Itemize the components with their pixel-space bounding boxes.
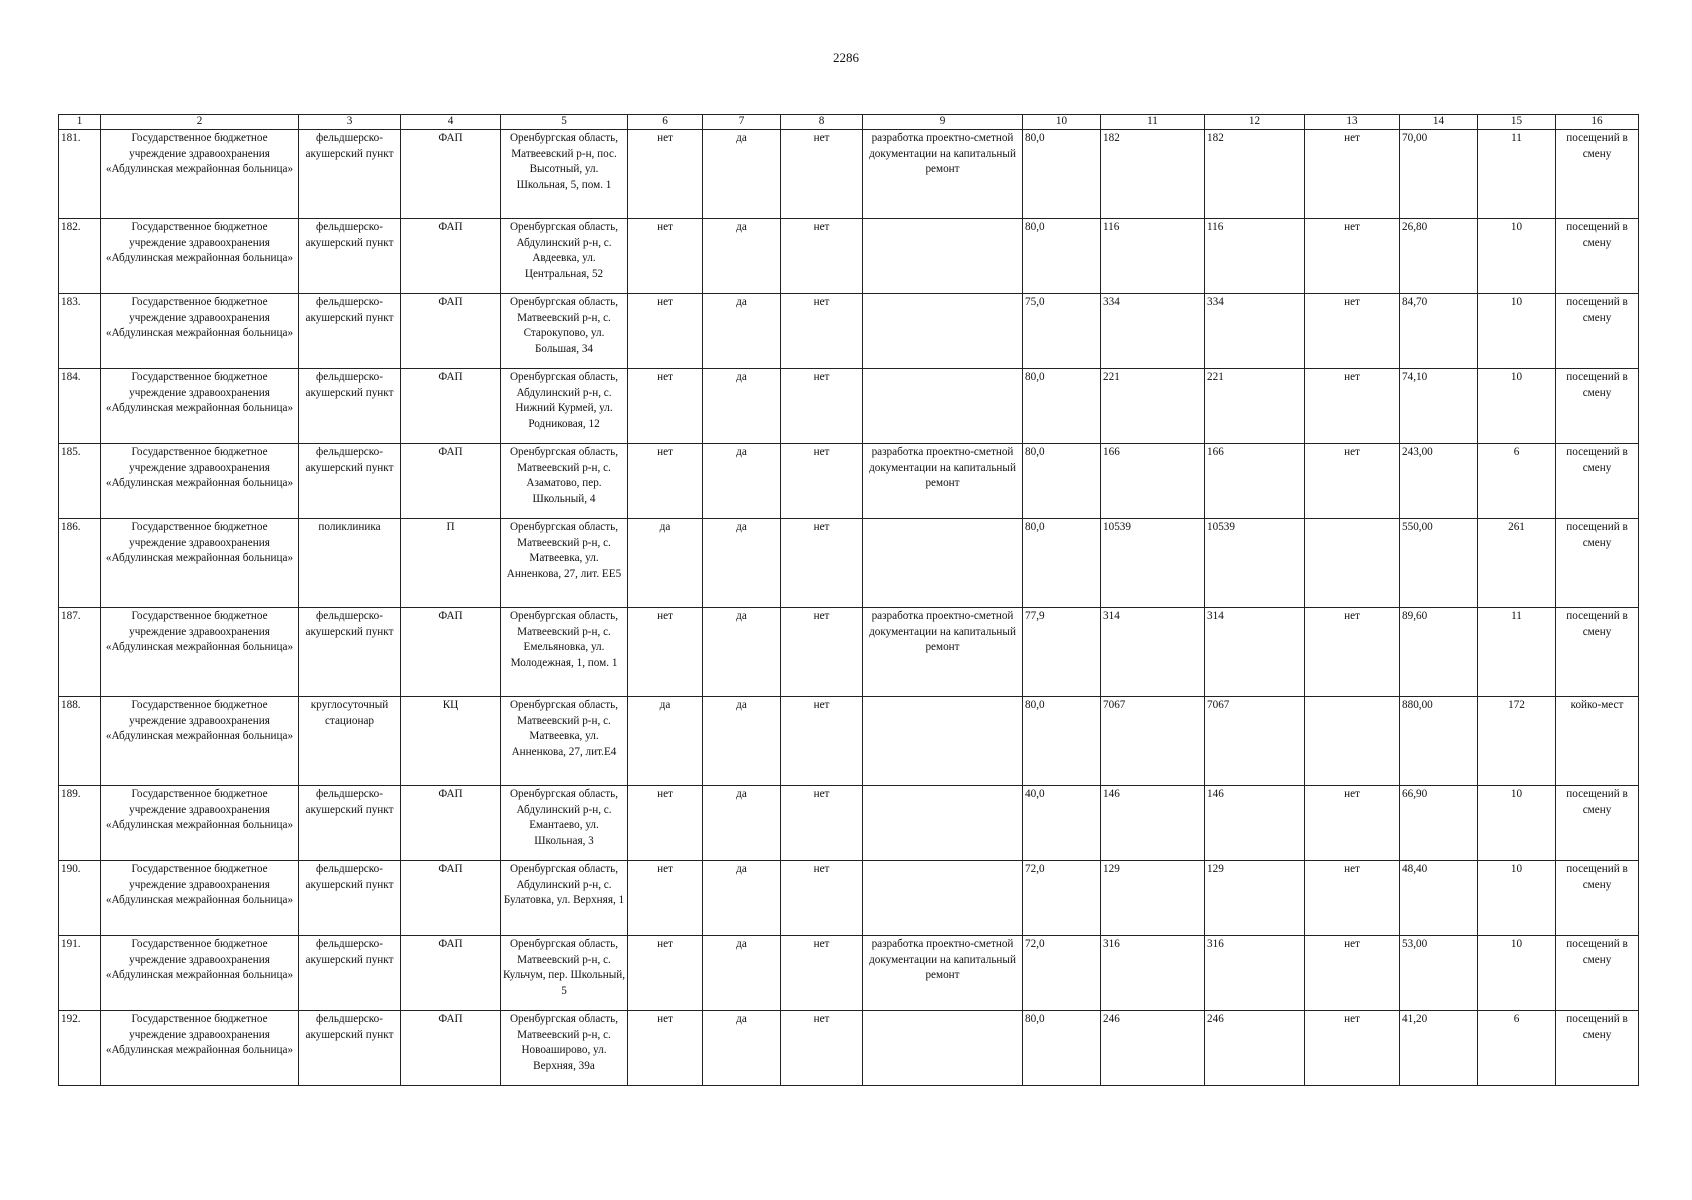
planned-works-cell (863, 519, 1023, 608)
col10-cell: 80,0 (1023, 697, 1101, 786)
col6-cell: нет (628, 369, 703, 444)
col14-cell: 53,00 (1400, 936, 1478, 1011)
capacity-unit-cell: посещений в смену (1556, 519, 1639, 608)
col8-cell: нет (781, 1011, 863, 1086)
row-number-cell: 189. (59, 786, 101, 861)
table-row (59, 444, 1639, 519)
facility-type-cell: фельдшерско-акушерский пункт (299, 786, 401, 861)
organization-cell: Государственное бюджетное учреждение здравоохранения «Абдулинская межрайонная больница» (101, 786, 299, 861)
row-number-cell: 184. (59, 369, 101, 444)
facility-abbr-cell: ФАП (401, 861, 501, 936)
row-number-cell: 181. (59, 130, 101, 219)
col6-cell: нет (628, 219, 703, 294)
col6-cell: нет (628, 294, 703, 369)
column-header: 6 (628, 115, 703, 130)
column-header: 12 (1205, 115, 1305, 130)
table-row (59, 786, 1639, 861)
facility-type-cell: фельдшерско-акушерский пункт (299, 608, 401, 697)
facility-type-cell: круглосуточный стационар (299, 697, 401, 786)
column-header: 8 (781, 115, 863, 130)
col13-cell: нет (1305, 294, 1400, 369)
col15-cell: 261 (1478, 519, 1556, 608)
col8-cell: нет (781, 444, 863, 519)
address-cell: Оренбургская область, Матвеевский р-н, с. Матвеевка, ул. Анненкова, 27, лит.Е4 (501, 697, 628, 786)
col7-cell: да (703, 697, 781, 786)
col8-cell: нет (781, 608, 863, 697)
capacity-unit-cell: посещений в смену (1556, 936, 1639, 1011)
organization-cell: Государственное бюджетное учреждение здравоохранения «Абдулинская межрайонная больница» (101, 608, 299, 697)
col14-cell: 84,70 (1400, 294, 1478, 369)
col13-cell: нет (1305, 936, 1400, 1011)
address-cell: Оренбургская область, Матвеевский р-н, с. Новоаширово, ул. Верхняя, 39а (501, 1011, 628, 1086)
facility-type-cell: фельдшерско-акушерский пункт (299, 861, 401, 936)
facility-abbr-cell: КЦ (401, 697, 501, 786)
facilities-table (58, 114, 1639, 1086)
planned-works-cell (863, 861, 1023, 936)
col10-cell: 72,0 (1023, 861, 1101, 936)
col13-cell: нет (1305, 786, 1400, 861)
col8-cell: нет (781, 936, 863, 1011)
col12-cell: 10539 (1205, 519, 1305, 608)
col11-cell: 314 (1101, 608, 1205, 697)
col7-cell: да (703, 294, 781, 369)
col15-cell: 172 (1478, 697, 1556, 786)
facility-type-cell: фельдшерско-акушерский пункт (299, 1011, 401, 1086)
facility-abbr-cell: ФАП (401, 219, 501, 294)
column-header: 16 (1556, 115, 1639, 130)
facility-abbr-cell: ФАП (401, 294, 501, 369)
col14-cell: 880,00 (1400, 697, 1478, 786)
col10-cell: 80,0 (1023, 219, 1101, 294)
col14-cell: 26,80 (1400, 219, 1478, 294)
col11-cell: 246 (1101, 1011, 1205, 1086)
col15-cell: 10 (1478, 936, 1556, 1011)
col15-cell: 10 (1478, 219, 1556, 294)
col15-cell: 10 (1478, 369, 1556, 444)
col11-cell: 182 (1101, 130, 1205, 219)
col7-cell: да (703, 608, 781, 697)
capacity-unit-cell: посещений в смену (1556, 294, 1639, 369)
col15-cell: 10 (1478, 294, 1556, 369)
facility-abbr-cell: ФАП (401, 1011, 501, 1086)
row-number-cell: 188. (59, 697, 101, 786)
organization-cell: Государственное бюджетное учреждение здравоохранения «Абдулинская межрайонная больница» (101, 294, 299, 369)
col10-cell: 80,0 (1023, 444, 1101, 519)
facility-type-cell: фельдшерско-акушерский пункт (299, 219, 401, 294)
col11-cell: 7067 (1101, 697, 1205, 786)
facility-type-cell: поликлиника (299, 519, 401, 608)
col13-cell (1305, 519, 1400, 608)
table-row (59, 294, 1639, 369)
col15-cell: 11 (1478, 130, 1556, 219)
address-cell: Оренбургская область, Матвеевский р-н, с. Матвеевка, ул. Анненкова, 27, лит. ЕЕ5 (501, 519, 628, 608)
page-number: 2286 (833, 50, 859, 65)
col12-cell: 116 (1205, 219, 1305, 294)
col14-cell: 89,60 (1400, 608, 1478, 697)
col15-cell: 6 (1478, 444, 1556, 519)
col13-cell: нет (1305, 130, 1400, 219)
column-header: 15 (1478, 115, 1556, 130)
facility-type-cell: фельдшерско-акушерский пункт (299, 444, 401, 519)
organization-cell: Государственное бюджетное учреждение здравоохранения «Абдулинская межрайонная больница» (101, 369, 299, 444)
col6-cell: нет (628, 444, 703, 519)
col13-cell: нет (1305, 219, 1400, 294)
col8-cell: нет (781, 697, 863, 786)
facility-type-cell: фельдшерско-акушерский пункт (299, 130, 401, 219)
col10-cell: 77,9 (1023, 608, 1101, 697)
row-number-cell: 185. (59, 444, 101, 519)
organization-cell: Государственное бюджетное учреждение здравоохранения «Абдулинская межрайонная больница» (101, 936, 299, 1011)
column-header: 9 (863, 115, 1023, 130)
col12-cell: 334 (1205, 294, 1305, 369)
col6-cell: нет (628, 608, 703, 697)
col14-cell: 41,20 (1400, 1011, 1478, 1086)
col14-cell: 70,00 (1400, 130, 1478, 219)
col14-cell: 550,00 (1400, 519, 1478, 608)
column-header: 4 (401, 115, 501, 130)
col12-cell: 316 (1205, 936, 1305, 1011)
col11-cell: 116 (1101, 219, 1205, 294)
col11-cell: 334 (1101, 294, 1205, 369)
facility-type-cell: фельдшерско-акушерский пункт (299, 936, 401, 1011)
col8-cell: нет (781, 130, 863, 219)
capacity-unit-cell: посещений в смену (1556, 444, 1639, 519)
col11-cell: 316 (1101, 936, 1205, 1011)
col10-cell: 80,0 (1023, 130, 1101, 219)
organization-cell: Государственное бюджетное учреждение здравоохранения «Абдулинская межрайонная больница» (101, 519, 299, 608)
table-row (59, 608, 1639, 697)
col12-cell: 166 (1205, 444, 1305, 519)
address-cell: Оренбургская область, Матвеевский р-н, с. Емельяновка, ул. Молодежная, 1, пом. 1 (501, 608, 628, 697)
col8-cell: нет (781, 786, 863, 861)
col10-cell: 80,0 (1023, 369, 1101, 444)
table-row (59, 936, 1639, 1011)
facility-type-cell: фельдшерско-акушерский пункт (299, 369, 401, 444)
planned-works-cell (863, 786, 1023, 861)
col6-cell: нет (628, 936, 703, 1011)
facility-abbr-cell: ФАП (401, 936, 501, 1011)
planned-works-cell: разработка проектно-сметной документации на капитальный ремонт (863, 608, 1023, 697)
col8-cell: нет (781, 294, 863, 369)
row-number-cell: 187. (59, 608, 101, 697)
col7-cell: да (703, 444, 781, 519)
col15-cell: 11 (1478, 608, 1556, 697)
col12-cell: 7067 (1205, 697, 1305, 786)
column-header: 1 (59, 115, 101, 130)
col12-cell: 129 (1205, 861, 1305, 936)
col12-cell: 246 (1205, 1011, 1305, 1086)
table-row (59, 1011, 1639, 1086)
address-cell: Оренбургская область, Матвеевский р-н, с. Азаматово, пер. Школьный, 4 (501, 444, 628, 519)
planned-works-cell: разработка проектно-сметной документации на капитальный ремонт (863, 444, 1023, 519)
capacity-unit-cell: посещений в смену (1556, 219, 1639, 294)
col11-cell: 129 (1101, 861, 1205, 936)
col13-cell (1305, 697, 1400, 786)
organization-cell: Государственное бюджетное учреждение здравоохранения «Абдулинская межрайонная больница» (101, 444, 299, 519)
col13-cell: нет (1305, 444, 1400, 519)
organization-cell: Государственное бюджетное учреждение здравоохранения «Абдулинская межрайонная больница» (101, 697, 299, 786)
facility-abbr-cell: ФАП (401, 444, 501, 519)
facility-abbr-cell: ФАП (401, 608, 501, 697)
col10-cell: 40,0 (1023, 786, 1101, 861)
col10-cell: 80,0 (1023, 519, 1101, 608)
row-number-cell: 183. (59, 294, 101, 369)
column-header: 3 (299, 115, 401, 130)
address-cell: Оренбургская область, Абдулинский р-н, с. Емантаево, ул. Школьная, 3 (501, 786, 628, 861)
row-number-cell: 192. (59, 1011, 101, 1086)
planned-works-cell: разработка проектно-сметной документации на капитальный ремонт (863, 936, 1023, 1011)
table-row (59, 369, 1639, 444)
col6-cell: да (628, 697, 703, 786)
col7-cell: да (703, 936, 781, 1011)
row-number-cell: 191. (59, 936, 101, 1011)
table-row (59, 861, 1639, 936)
col8-cell: нет (781, 219, 863, 294)
organization-cell: Государственное бюджетное учреждение здравоохранения «Абдулинская межрайонная больница» (101, 130, 299, 219)
col11-cell: 221 (1101, 369, 1205, 444)
address-cell: Оренбургская область, Матвеевский р-н, с. Кульчум, пер. Школьный, 5 (501, 936, 628, 1011)
planned-works-cell: разработка проектно-сметной документации на капитальный ремонт (863, 130, 1023, 219)
planned-works-cell (863, 1011, 1023, 1086)
row-number-cell: 190. (59, 861, 101, 936)
col7-cell: да (703, 1011, 781, 1086)
facility-abbr-cell: ФАП (401, 369, 501, 444)
col6-cell: да (628, 519, 703, 608)
col11-cell: 146 (1101, 786, 1205, 861)
planned-works-cell (863, 219, 1023, 294)
col7-cell: да (703, 861, 781, 936)
table-row (59, 697, 1639, 786)
column-header: 5 (501, 115, 628, 130)
col10-cell: 72,0 (1023, 936, 1101, 1011)
facility-abbr-cell: ФАП (401, 130, 501, 219)
col13-cell: нет (1305, 861, 1400, 936)
col12-cell: 314 (1205, 608, 1305, 697)
facility-abbr-cell: ФАП (401, 786, 501, 861)
capacity-unit-cell: койко-мест (1556, 697, 1639, 786)
col14-cell: 48,40 (1400, 861, 1478, 936)
table-row (59, 219, 1639, 294)
facility-abbr-cell: П (401, 519, 501, 608)
col6-cell: нет (628, 786, 703, 861)
col15-cell: 6 (1478, 1011, 1556, 1086)
planned-works-cell (863, 369, 1023, 444)
col14-cell: 74,10 (1400, 369, 1478, 444)
col10-cell: 75,0 (1023, 294, 1101, 369)
column-header: 11 (1101, 115, 1205, 130)
capacity-unit-cell: посещений в смену (1556, 608, 1639, 697)
col7-cell: да (703, 786, 781, 861)
col8-cell: нет (781, 369, 863, 444)
capacity-unit-cell: посещений в смену (1556, 130, 1639, 219)
organization-cell: Государственное бюджетное учреждение здравоохранения «Абдулинская межрайонная больница» (101, 861, 299, 936)
address-cell: Оренбургская область, Абдулинский р-н, с. Авдеевка, ул. Центральная, 52 (501, 219, 628, 294)
capacity-unit-cell: посещений в смену (1556, 786, 1639, 861)
col10-cell: 80,0 (1023, 1011, 1101, 1086)
planned-works-cell (863, 697, 1023, 786)
table-row (59, 519, 1639, 608)
address-cell: Оренбургская область, Матвеевский р-н, с. Старокупово, ул. Большая, 34 (501, 294, 628, 369)
col14-cell: 66,90 (1400, 786, 1478, 861)
column-header: 10 (1023, 115, 1101, 130)
col14-cell: 243,00 (1400, 444, 1478, 519)
col13-cell: нет (1305, 369, 1400, 444)
table-body (59, 130, 1639, 1086)
organization-cell: Государственное бюджетное учреждение здравоохранения «Абдулинская межрайонная больница» (101, 1011, 299, 1086)
header-row (59, 115, 1639, 130)
col7-cell: да (703, 519, 781, 608)
column-header: 13 (1305, 115, 1400, 130)
capacity-unit-cell: посещений в смену (1556, 861, 1639, 936)
table-row (59, 130, 1639, 219)
column-header: 7 (703, 115, 781, 130)
row-number-cell: 182. (59, 219, 101, 294)
organization-cell: Государственное бюджетное учреждение здравоохранения «Абдулинская межрайонная больница» (101, 219, 299, 294)
address-cell: Оренбургская область, Абдулинский р-н, с. Булатовка, ул. Верхняя, 1 (501, 861, 628, 936)
col7-cell: да (703, 219, 781, 294)
col13-cell: нет (1305, 1011, 1400, 1086)
col6-cell: нет (628, 1011, 703, 1086)
planned-works-cell (863, 294, 1023, 369)
col12-cell: 146 (1205, 786, 1305, 861)
col7-cell: да (703, 130, 781, 219)
col6-cell: нет (628, 130, 703, 219)
column-header: 14 (1400, 115, 1478, 130)
col13-cell: нет (1305, 608, 1400, 697)
row-number-cell: 186. (59, 519, 101, 608)
address-cell: Оренбургская область, Матвеевский р-н, пос. Высотный, ул. Школьная, 5, пом. 1 (501, 130, 628, 219)
col12-cell: 221 (1205, 369, 1305, 444)
col15-cell: 10 (1478, 861, 1556, 936)
col15-cell: 10 (1478, 786, 1556, 861)
col6-cell: нет (628, 861, 703, 936)
col8-cell: нет (781, 861, 863, 936)
col12-cell: 182 (1205, 130, 1305, 219)
col7-cell: да (703, 369, 781, 444)
capacity-unit-cell: посещений в смену (1556, 369, 1639, 444)
col11-cell: 10539 (1101, 519, 1205, 608)
capacity-unit-cell: посещений в смену (1556, 1011, 1639, 1086)
facility-type-cell: фельдшерско-акушерский пункт (299, 294, 401, 369)
column-header: 2 (101, 115, 299, 130)
address-cell: Оренбургская область, Абдулинский р-н, с. Нижний Курмей, ул. Родниковая, 12 (501, 369, 628, 444)
col11-cell: 166 (1101, 444, 1205, 519)
col8-cell: нет (781, 519, 863, 608)
